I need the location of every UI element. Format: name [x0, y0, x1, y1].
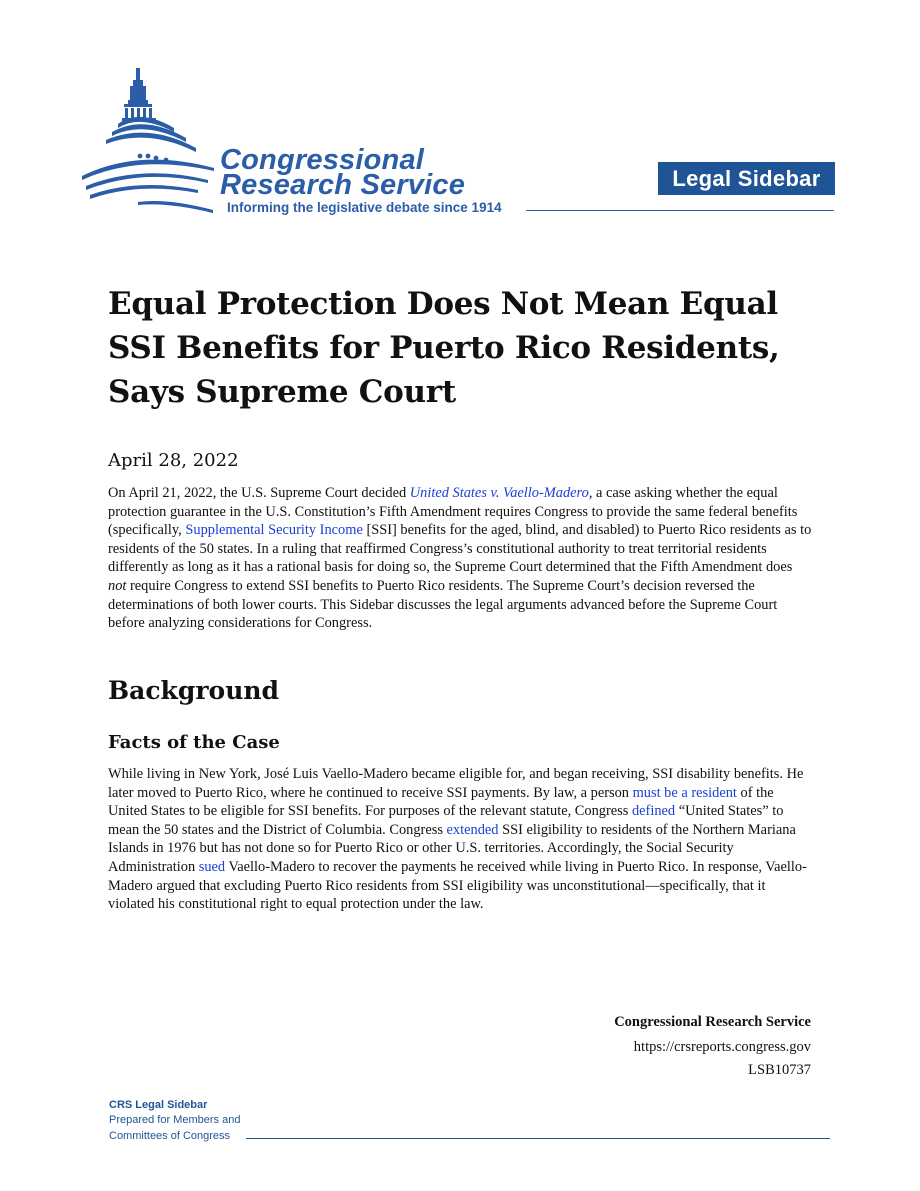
page-title: Equal Protection Does Not Mean Equal SSI Benefits for Puerto Rico Residents, Says Supreme Court — [108, 286, 780, 410]
org-name-line1: Congressional — [220, 144, 425, 176]
footer-divider — [246, 1138, 830, 1139]
capitol-dome-logo — [78, 64, 238, 224]
org-tagline: Informing the legislative debate since 1914 — [227, 200, 502, 215]
case-link[interactable]: United States v. Vaello-Madero — [409, 485, 589, 501]
footer-series-label: CRS Legal Sidebar — [109, 1099, 208, 1111]
footer-url[interactable]: https://crsreports.congress.gov — [633, 1039, 811, 1055]
footer-org-name: Congressional Research Service — [614, 1014, 811, 1030]
resident-link[interactable]: must be a resident — [632, 784, 737, 801]
extended-link[interactable]: extended — [446, 821, 499, 838]
org-name-line2: Research Service — [220, 169, 466, 201]
legal-sidebar-badge: Legal Sidebar — [658, 162, 835, 195]
facts-paragraph: While living in New York, José Luis Vaello-Madero became eligible for, and began receiving, SSI disability benefits. He later moved to Puerto Rico, where he continued to receive SSI payments. By law, a person must be a resident of the United States to be eligible for SSI benefits. For purposes of the relevant statute, Congress defined “United States” to mean the 50 states and the District of Columbia. Congress extended SSI eligibility to residents of the Northern Mariana Islands in 1976 but has not done so for Puerto Rico or other U.S. territories. Accordingly, the Social Security Administration sued Vaello-Madero to recover the payments he received while living in Puerto Rico. In response, Vaello-Madero argued that excluding Puerto Rico residents from SSI eligibility was unconstitutional—specifically, that it violated his constitutional right to equal protection under the law. — [108, 766, 807, 913]
footer-prepared-line1: Prepared for Members and — [109, 1114, 241, 1126]
subheading-facts-of-the-case: Facts of the Case — [108, 732, 280, 753]
footer-report-id: LSB10737 — [748, 1062, 811, 1078]
intro-paragraph: On April 21, 2022, the U.S. Supreme Court decided United States v. Vaello-Madero, a case asking whether the equal protection guarantee in the U.S. Constitution’s Fifth Amendment requires Congress to provide the same federal benefits (specifically, Supplemental Security Income [SSI] benefits for the aged, blind, and disabled) to Puerto Rico residents as to residents of the 50 states. In a ruling that reaffirmed Congress’s constitutional authority to treat territorial residents differently as long as it has a rational basis for doing so, the Supreme Court determined that the Fifth Amendment does not require Congress to extend SSI benefits to Puerto Rico residents. The Supreme Court’s decision reversed the determinations of both lower courts. This Sidebar discusses the legal arguments advanced before the Supreme Court before analyzing considerations for Congress. — [108, 485, 812, 632]
publication-date: April 28, 2022 — [108, 450, 239, 471]
ssi-link[interactable]: Supplemental Security Income — [185, 522, 363, 539]
header-divider — [526, 210, 834, 211]
sued-link[interactable]: sued — [198, 858, 226, 875]
section-heading-background: Background — [108, 676, 280, 705]
defined-link[interactable]: defined — [631, 803, 676, 820]
footer-prepared-line2: Committees of Congress — [109, 1130, 231, 1142]
